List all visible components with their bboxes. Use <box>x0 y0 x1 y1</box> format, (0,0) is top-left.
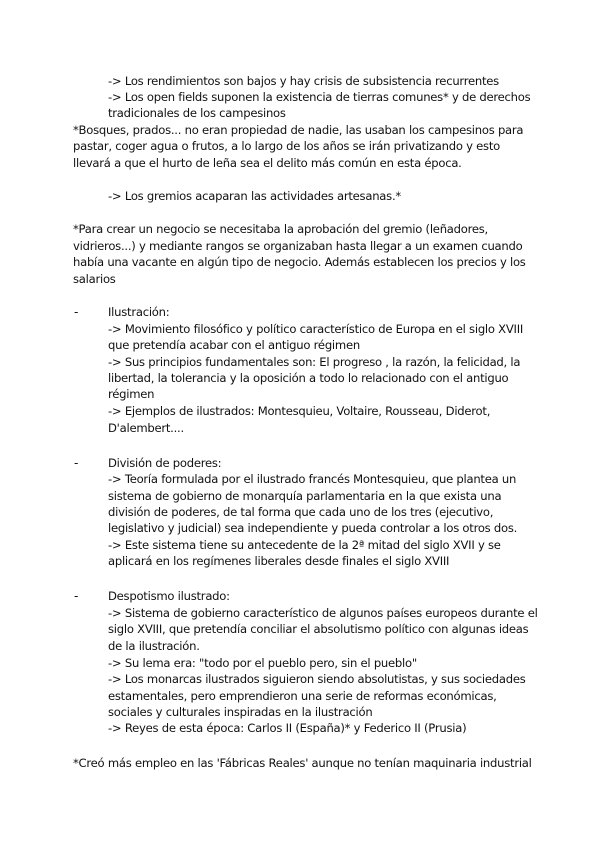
text-line: -> Sistema de gobierno característico de algunos países europeos durante el <box>108 606 538 620</box>
text-line: estamentales, pero emprendieron una serie de reformas económicas, <box>108 689 497 703</box>
footnote-line: llevará a que el hurto de leña sea el delito más común en esta época. <box>73 156 462 170</box>
text-line: -> Su lema era: "todo por el pueblo pero, sin el pueblo" <box>108 656 417 670</box>
text-line: libertad, la tolerancia y la oposición a todo lo relacionado con el antiguo <box>108 371 509 385</box>
section-heading-division-de-poderes: División de poderes: <box>108 456 222 470</box>
footnote-line: salarios <box>73 272 116 286</box>
text-line: -> Reyes de esta época: Carlos II (España)* y Federico II (Prusia) <box>108 721 467 735</box>
text-line: aplicará en los regímenes liberales desde finales el siglo XVIII <box>108 554 450 568</box>
text-line: sociales y culturales inspiradas en la ilustración <box>108 705 373 719</box>
bullet-dash: - <box>74 305 79 319</box>
text-line: -> Este sistema tiene su antecedente de la 2ª mitad del siglo XVII y se <box>108 538 501 552</box>
text-line: -> Los monarcas ilustrados siguieron siendo absolutistas, y sus sociedades <box>108 672 526 686</box>
text-line: -> Teoría formulada por el ilustrado francés Montesquieu, que plantea un <box>108 472 517 486</box>
text-line: -> Ejemplos de ilustrados: Montesquieu, Voltaire, Rousseau, Diderot, <box>108 404 491 418</box>
text-line: legislativo y judicial) sea independiente y pueda controlar a los otros dos. <box>108 521 518 535</box>
footnote-line: *Creó más empleo en las 'Fábricas Reales' aunque no tenían maquinaria industrial <box>73 756 532 770</box>
text-line: -> Sus principios fundamentales son: El progreso , la razón, la felicidad, la <box>108 355 521 369</box>
text-line: régimen <box>108 387 155 401</box>
footnote-line: *Para crear un negocio se necesitaba la aprobación del gremio (leñadores, <box>73 222 488 236</box>
text-line: -> Movimiento filosófico y político característico de Europa en el siglo XVIII <box>108 322 524 336</box>
bullet-dash: - <box>74 456 79 470</box>
text-line: -> Los open fields suponen la existencia de tierras comunes* y de derechos <box>108 90 531 104</box>
bullet-dash: - <box>74 589 79 603</box>
footnote-line: había una vacante en algún tipo de negocio. Además establecen los precios y los <box>73 255 526 269</box>
text-line: D'alembert.... <box>108 421 184 435</box>
section-heading-despotismo-ilustrado: Despotismo ilustrado: <box>108 589 230 603</box>
text-line: de la ilustración. <box>108 639 200 653</box>
footnote-line: vidrieros...) y mediante rangos se organizaban hasta llegar a un examen cuando <box>73 239 523 253</box>
text-line: sistema de gobierno de monarquía parlamentaria en la que exista una <box>108 489 502 503</box>
text-line: que pretendía acabar con el antiguo régimen <box>108 338 360 352</box>
text-line: tradicionales de los campesinos <box>108 106 286 120</box>
footnote-line: *Bosques, prados... no eran propiedad de nadie, las usaban los campesinos para <box>73 123 524 137</box>
text-line: siglo XVIII, que pretendía conciliar el absolutismo político con algunas ideas <box>108 622 529 636</box>
text-line: -> Los gremios acaparan las actividades artesanas.* <box>108 189 401 203</box>
text-line: -> Los rendimientos son bajos y hay crisis de subsistencia recurrentes <box>108 74 499 88</box>
text-line: división de poderes, de tal forma que cada uno de los tres (ejecutivo, <box>108 505 494 519</box>
footnote-line: pastar, coger agua o frutos, a lo largo de los años se irán privatizando y esto <box>73 139 500 153</box>
section-heading-ilustracion: Ilustración: <box>108 305 170 319</box>
